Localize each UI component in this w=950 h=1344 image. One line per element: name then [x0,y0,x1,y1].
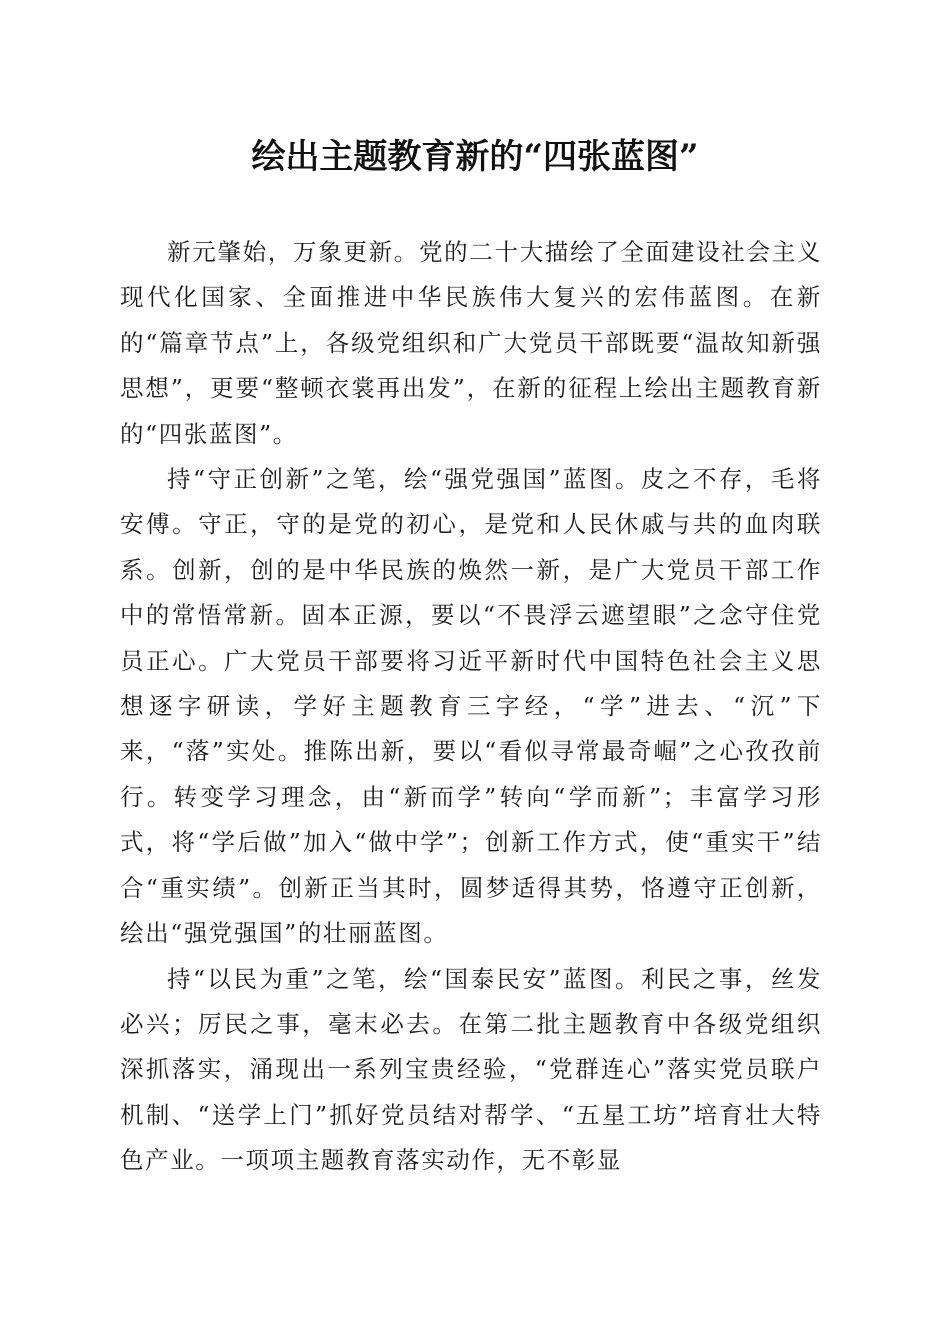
document-body [120,230,822,1184]
paragraph: 持“守正创新”之笔，绘“强党强国”蓝图。皮之不存，毛将安傅。守正，守的是党的初心，是党和人民休戚与共的血肉联系。创新，创的是中华民族的焕然一新，是广大党员干部工作中的常悟常新。固本正源，要以“不畏浮云遮望眼”之念守住党员正心。广大党员干部要将习近平新时代中国特色社会主义思想逐字研读，学好主题教育三字经，“学”进去、“沉”下来，“落”实处。推陈出新，要以“看似寻常最奇崛”之心孜孜前行。转变学习理念，由“新而学”转向“学而新”；丰富学习形式，将“学后做”加入“做中学”；创新工作方式，使“重实干”结合“重实绩”。创新正当其时，圆梦适得其势，恪遵守正创新，绘出“强党强国”的壮丽蓝图。 [120,465,822,948]
paragraph: 持“以民为重”之笔，绘“国泰民安”蓝图。利民之事，丝发必兴；厉民之事，毫末必去。在第二批主题教育中各级党组织深抓落实，涌现出一系列宝贵经验，“党群连心”落实党员联户机制、“送学上门”抓好党员结对帮学、“五星工坊”培育壮大特色产业。一项项主题教育落实动作，无不彰显 [120,964,822,1175]
document-title: 绘出主题教育新的“四张蓝图” [251,137,699,177]
paragraph: 新元肇始，万象更新。党的二十大描绘了全面建设社会主义现代化国家、全面推进中华民族伟大复兴的宏伟蓝图。在新的“篇章节点”上，各级党组织和广大党员干部既要“温故知新强思想”，更要“整顿衣裳再出发”，在新的征程上绘出主题教育新的“四张蓝图”。 [120,238,822,448]
